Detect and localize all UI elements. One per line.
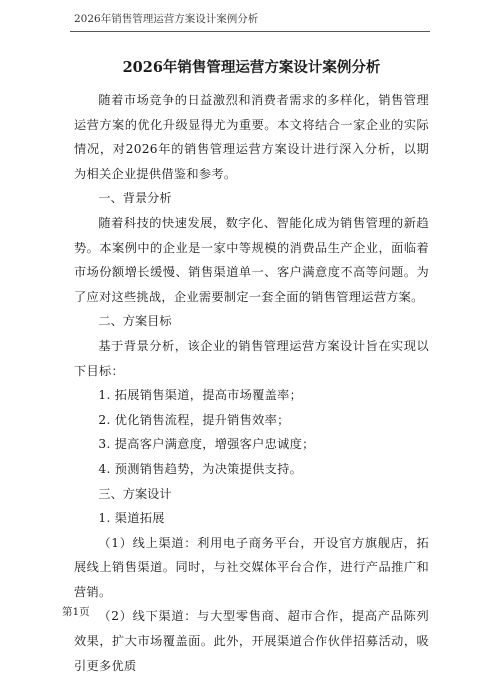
- page-header: 2026年销售管理运营方案设计案例分析: [74, 13, 259, 25]
- goals-paragraph: 基于背景分析，该企业的销售管理运营方案设计旨在实现以下目标：: [74, 338, 429, 378]
- goal-item: 2. 优化销售流程，提升销售效率；: [98, 412, 290, 427]
- subsection-heading-channels: 1. 渠道拓展: [98, 511, 165, 526]
- page-number: 第1页: [62, 606, 90, 618]
- section-heading-goals: 二、方案目标: [98, 314, 172, 329]
- online-channel-paragraph: （1）线上渠道：利用电子商务平台，开设官方旗舰店，拓展线上销售渠道。同时，与社交媒体平台合作，进行产品推广和营销。: [74, 535, 429, 599]
- goal-item: 1. 拓展销售渠道，提高市场覆盖率；: [98, 388, 303, 403]
- goal-item: 3. 提高客户满意度，增强客户忠诚度；: [98, 437, 315, 452]
- intro-paragraph: 随着市场竞争的日益激烈和消费者需求的多样化，销售管理运营方案的优化升级显得尤为重要。本文将结合一家企业的实际情况，对2026年的销售管理运营方案设计进行深入分析，以期为相关企业提供借鉴和参考。: [74, 93, 429, 181]
- header-divider: [70, 31, 430, 32]
- goal-item: 4. 预测销售趋势，为决策提供支持。: [98, 461, 303, 476]
- document-title: 2026年销售管理运营方案设计案例分析: [122, 59, 381, 76]
- document-body: [74, 58, 429, 678]
- section-heading-background: 一、背景分析: [98, 191, 172, 206]
- background-paragraph: 随着科技的快速发展，数字化、智能化成为销售管理的新趋势。本案例中的企业是一家中等规模的消费品生产企业，面临着市场份额增长缓慢、销售渠道单一、客户满意度不高等问题。为了应对这些挑战，企业需要制定一套全面的销售管理运营方案。: [74, 215, 429, 304]
- section-heading-design: 三、方案设计: [98, 486, 172, 501]
- offline-channel-paragraph: （2）线下渠道：与大型零售商、超市合作，提高产品陈列效果，扩大市场覆盖面。此外，开展渠道合作伙伴招募活动，吸引更多优质: [74, 609, 429, 673]
